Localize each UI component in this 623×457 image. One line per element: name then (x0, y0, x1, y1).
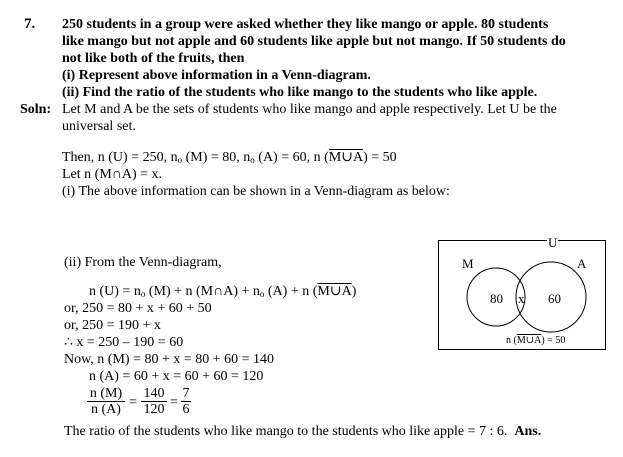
fraction-140-over-120: $\frac{140}{120}$ (141, 386, 167, 417)
intersection-value: x (518, 291, 525, 306)
equation-3: or, 250 = 190 + x (64, 318, 161, 333)
solution-intro-2: universal set. (62, 119, 136, 134)
let-line: Let n (M∩A) = x. (62, 167, 163, 182)
fraction-7-over-6: $\frac{7}{6}$ (182, 386, 190, 417)
fraction-nm-over-na: $\frac{n (M)}{n (A)}$ (87, 386, 125, 417)
question-number: 7. (24, 16, 36, 32)
equation-4: ∴ x = 250 – 190 = 60 (64, 335, 184, 350)
equation-6: n (A) = 60 + x = 60 + 60 = 120 (89, 369, 264, 384)
part-ii-text: (ii) From the Venn-diagram, (64, 255, 222, 270)
only-a-value: 60 (548, 291, 561, 306)
question-part-i: (i) Represent above information in a Venn-diagram. (62, 68, 371, 83)
venn-caption: n (M∪A) = 50 (506, 335, 566, 346)
only-m-value: 80 (490, 291, 503, 306)
venn-diagram (438, 235, 606, 350)
final-answer-line: The ratio of the students who like mango to the students who like apple = 7 : 6. Ans. (64, 424, 542, 439)
solution-intro-1: Let M and A be the sets of students who like mango and apple respectively. Let U be the (62, 102, 557, 117)
universal-set-label: U (548, 235, 558, 250)
question-line-1: 250 students in a group were asked whether they like mango or apple. 80 students (62, 17, 549, 32)
question-line-2: like mango but not apple and 60 students like apple but not mango. If 50 students do (62, 34, 566, 49)
given-values-line: Then, n (U) = 250, $n_o$ (M) = 80, $n_o$ (A) = 60, n (M∪A) = 50 (62, 150, 397, 165)
equals-sign-1: = (129, 395, 137, 410)
question-part-ii: (ii) Find the ratio of the students who like mango to the students who like apple. (62, 85, 538, 100)
solution-label: Soln: (20, 102, 52, 117)
equals-sign-2: = (170, 395, 178, 410)
question-line-3: not like both of the fruits, then (62, 51, 245, 66)
part-i-text: (i) The above information can be shown in a Venn-diagram as below: (62, 184, 450, 199)
equation-5: Now, n (M) = 80 + x = 80 + 60 = 140 (64, 352, 275, 367)
equation-1: n $(U) = n_o$ (M) + n (M∩A) + $n_o$ (A) + n (M∪A) (89, 284, 357, 299)
set-a-label: A (577, 256, 587, 271)
equation-2: or, 250 = 80 + x + 60 + 50 (64, 301, 212, 316)
set-m-label: M (462, 256, 474, 271)
